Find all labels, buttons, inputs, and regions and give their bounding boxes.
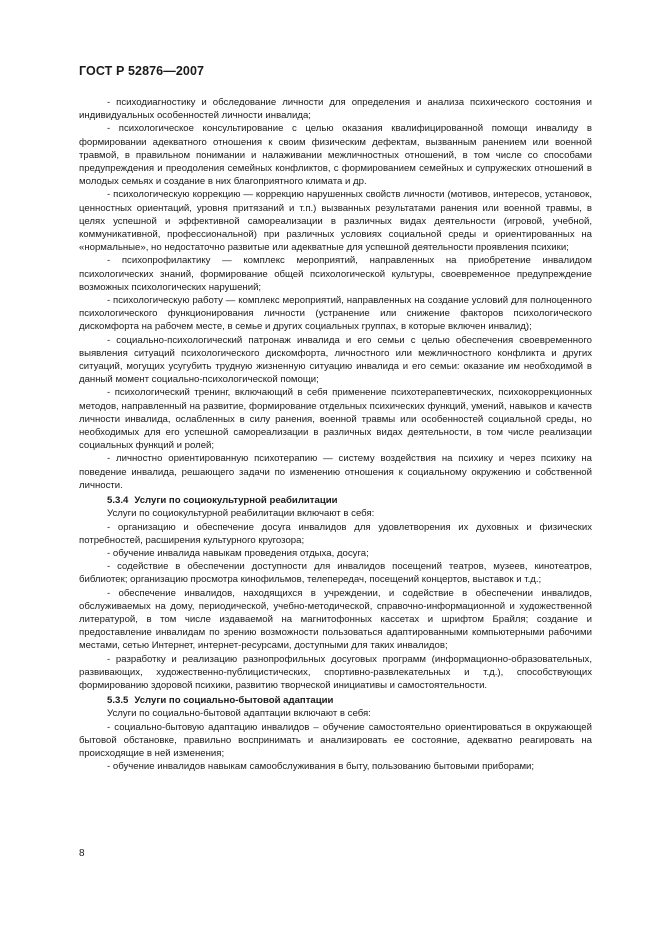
paragraph: - обеспечение инвалидов, находящихся в учреждении, и содействие в обеспечении инвалидов, обслуживаемых на дому, периодической, учебно-методической, справочно-информационной и художественной литературой, в том числе издаваемой на магнитофонных кассетах и шрифтом Брайля; создание и предоставление инвалидам по зрению возможности пользоваться адаптированными компьютерными рабочими местами, сетью Интернет, интернет-ресурсами, доступными для таких инвалидов; xyxy=(79,587,592,652)
paragraph: Услуги по социально-бытовой адаптации включают в себя: xyxy=(107,708,371,720)
paragraph: - содействие в обеспечении доступности для инвалидов посещений театров, музеев, кинотеатров, библиотек; организацию просмотра кинофильмов, телепередач, посещений концертов, выставок и т.д.; xyxy=(79,561,592,586)
paragraph: - психологическое консультирование с целью оказания квалифицированной помощи инвалиду в формировании адекватного отношения к своим физическим дефектам, вызванным ранением или военной травмой, в правильном понимании и налаживании межличностных отношений, в том числе со способами предупреждения и преодоления семейных конфликтов, с формированием семейных и супружеских отношений в молодых семьях и создание в них благоприятного климата и др. xyxy=(79,123,592,188)
document-code: ГОСТ Р 52876—2007 xyxy=(79,64,205,78)
section-title: Услуги по социально-бытовой адаптации xyxy=(134,695,334,707)
paragraph: - организацию и обеспечение досуга инвалидов для удовлетворения их духовных и физических потребностей, расширения культурного кругозора; xyxy=(79,521,592,546)
paragraph: - психопрофилактику — комплекс мероприятий, направленных на приобретение инвалидом психологических знаний, формирование общей психологической культуры, своевременное предупреждение возможных психологических нарушений; xyxy=(79,255,592,293)
paragraph: - социально-бытовую адаптацию инвалидов – обучение самостоятельно ориентироваться в окружающей бытовой обстановке, правильно воспринимать и анализировать ее состояние, адекватно реагировать на происходящие в ней изменения; xyxy=(79,721,592,759)
section-number: 5.3.5 xyxy=(107,695,129,707)
paragraph: - личностно ориентированную психотерапию — систему воздействия на психику и через психику на поведение инвалида, решающего задачи по изменению отношения к социальному окружению и собственной личности. xyxy=(79,453,592,491)
section-number: 5.3.4 xyxy=(107,495,129,507)
paragraph: - обучение инвалидов навыкам самообслуживания в быту, пользованию бытовыми приборами; xyxy=(107,761,535,773)
paragraph: - социально-психологический патронаж инвалида и его семьи с целью обеспечения своевременного выявления ситуаций психологического дискомфорта, личностного или межличностного конфликта и других ситуаций, могущих усугубить трудную жизненную ситуацию инвалида и его семьи: оказание им необходимой в данный момент социально-психологической помощи; xyxy=(79,334,592,386)
paragraph: Услуги по социокультурной реабилитации включают в себя: xyxy=(107,508,375,520)
paragraph: - психодиагностику и обследование личности для определения и анализа психического состояния и индивидуальных особенностей личности инвалида; xyxy=(79,97,592,122)
section-title: Услуги по социокультурной реабилитации xyxy=(134,495,338,507)
paragraph: - обучение инвалида навыкам проведения отдыха, досуга; xyxy=(107,547,369,559)
section-heading xyxy=(79,494,592,507)
section-heading xyxy=(79,694,592,707)
paragraph: - психологическую работу — комплекс мероприятий, направленных на создание условий для полноценного психологического функционирования личности (устранение или снижение факторов психологического дискомфорта на рабочем месте, в семье и других социальных группах, в которые включен инвалид); xyxy=(79,295,592,333)
paragraph: - психологическую коррекцию — коррекцию нарушенных свойств личности (мотивов, интересов, установок, ценностных ориентаций, уровня притязаний и т.п.) вызванных результатами ранения или военной травмы, в целях успешной и эффективной самореализации в различных видах деятельности (игровой, учебной, коммуникативной, профессиональной) при различных условиях социальной среды и ориентированных на «нормальные», но недостаточно развитые или адекватные для успешной деятельности проявления психики; xyxy=(79,189,592,254)
paragraph: - психологический тренинг, включающий в себя применение психотерапевтических, психокоррекционных методов, направленный на развитие, формирование отдельных психических функций, умений, навыков и качеств личности инвалида, ослабленных в силу ранения, военной травмы или особенностей социальной среды, но необходимых для его успешной самореализации в различных видах деятельности, в том числе реализации социальных функций и ролей; xyxy=(79,387,592,452)
document-body xyxy=(79,96,592,773)
paragraph: - разработку и реализацию разнопрофильных досуговых программ (информационно-образовательных, развивающих, художественно-публицистических, спортивно-развлекательных и т.д.), способствующих формированию здоровой психики, развитию творческой инициативы и самостоятельности. xyxy=(79,653,592,691)
page-number: 8 xyxy=(79,848,85,859)
